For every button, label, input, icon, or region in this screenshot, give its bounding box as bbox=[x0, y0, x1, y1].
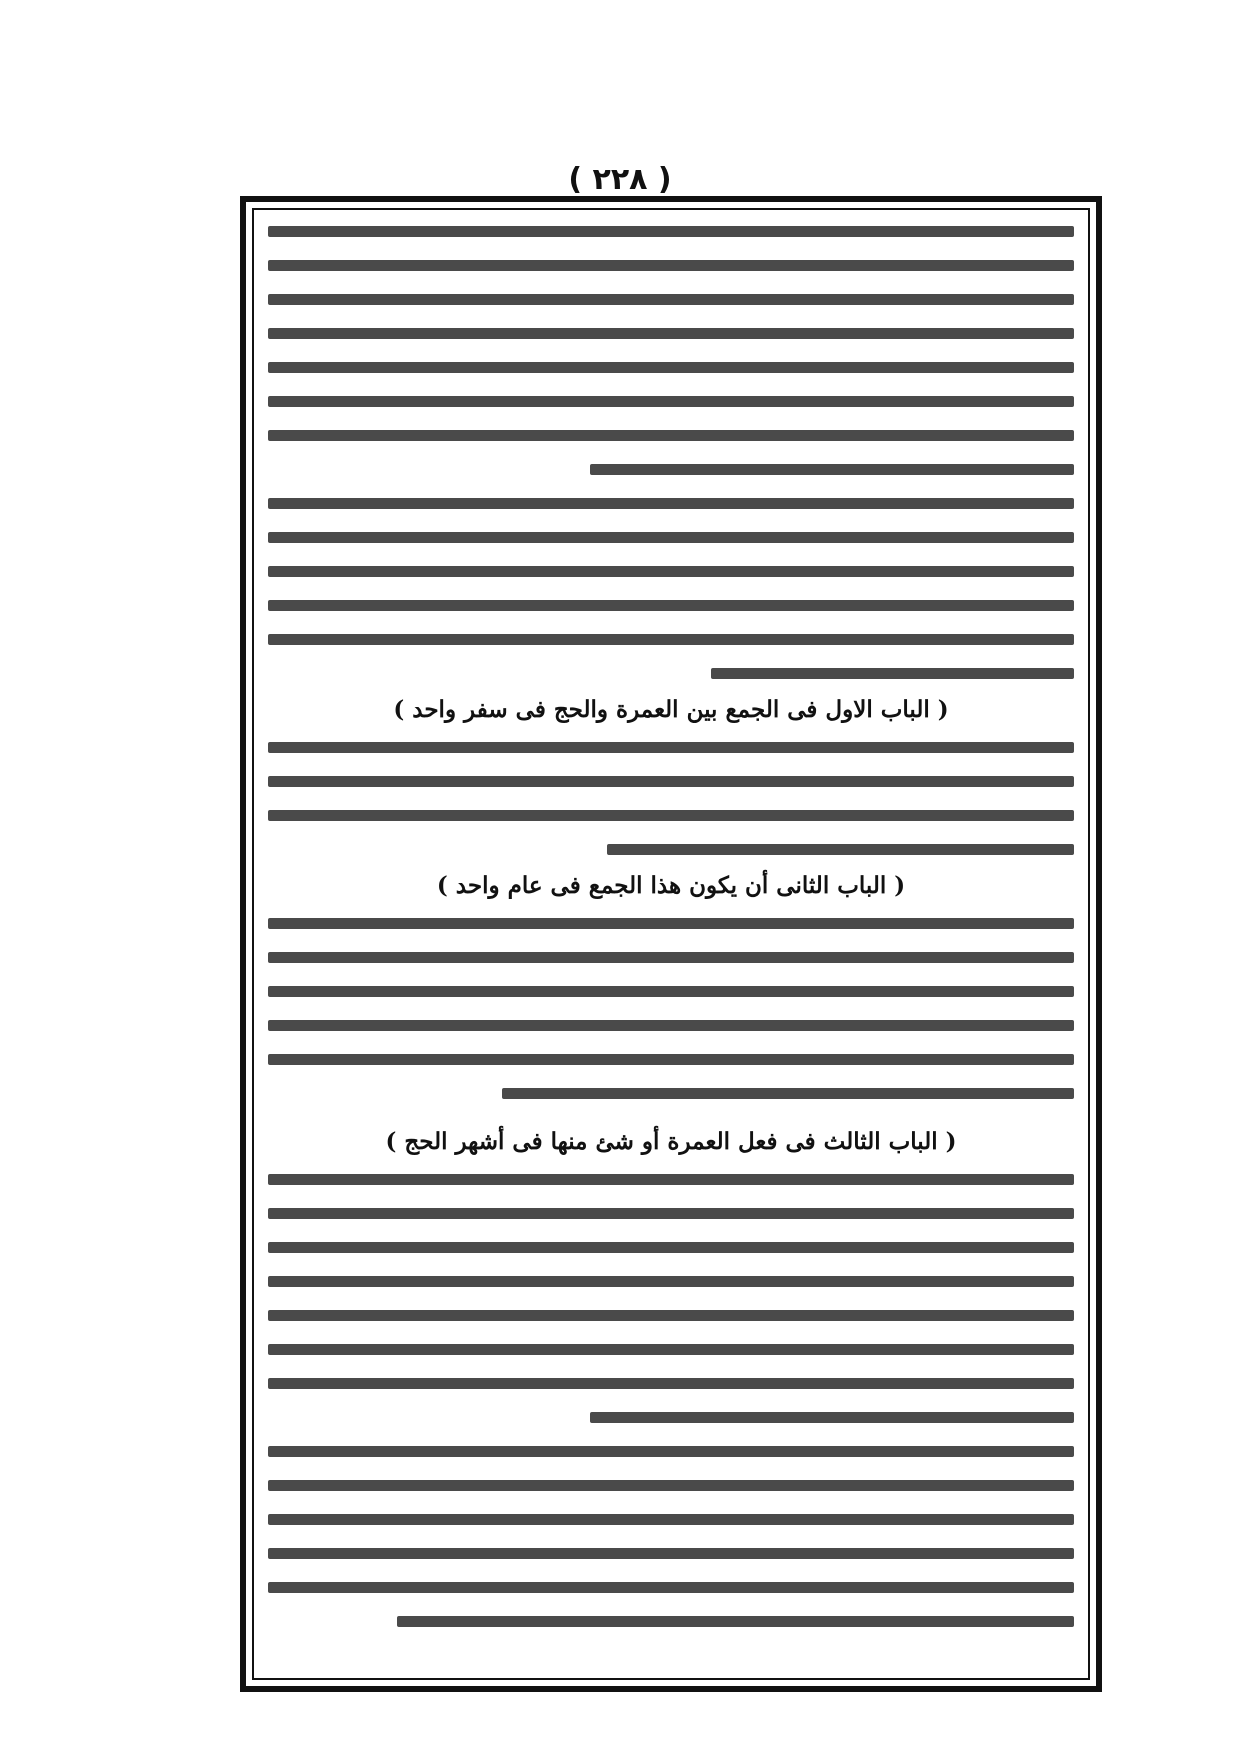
text-line bbox=[268, 1076, 1074, 1110]
text-line bbox=[268, 730, 1074, 764]
text-line bbox=[268, 588, 1074, 622]
text-line bbox=[268, 1196, 1074, 1230]
text-line bbox=[268, 1366, 1074, 1400]
text-line bbox=[268, 486, 1074, 520]
text-line bbox=[268, 1604, 1074, 1638]
text-line bbox=[268, 554, 1074, 588]
text-line bbox=[268, 316, 1074, 350]
text-line bbox=[268, 1230, 1074, 1264]
text-line bbox=[268, 974, 1074, 1008]
text-line bbox=[268, 1434, 1074, 1468]
text-line bbox=[268, 1162, 1074, 1196]
text-line bbox=[268, 1536, 1074, 1570]
text-line bbox=[268, 1468, 1074, 1502]
text-line bbox=[268, 906, 1074, 940]
text-line bbox=[268, 1264, 1074, 1298]
text-line bbox=[268, 622, 1074, 656]
text-line bbox=[268, 384, 1074, 418]
text-line bbox=[268, 1042, 1074, 1076]
text-line bbox=[268, 520, 1074, 554]
text-line bbox=[268, 1502, 1074, 1536]
text-line bbox=[268, 764, 1074, 798]
text-line bbox=[268, 656, 1074, 690]
text-line bbox=[268, 798, 1074, 832]
section-heading: ( الباب الاول فى الجمع بين العمرة والحج فى سفر واحد ) bbox=[393, 696, 949, 723]
text-line bbox=[268, 350, 1074, 384]
text-line bbox=[268, 1298, 1074, 1332]
paragraph-gap bbox=[268, 1110, 1074, 1122]
text-line bbox=[268, 940, 1074, 974]
body-text bbox=[268, 214, 1074, 1638]
text-line bbox=[268, 1332, 1074, 1366]
text-line bbox=[268, 418, 1074, 452]
page-number: ( ٢٢٨ ) bbox=[568, 162, 672, 197]
text-line bbox=[268, 214, 1074, 248]
text-line bbox=[268, 1008, 1074, 1042]
text-line bbox=[268, 1400, 1074, 1434]
text-line bbox=[268, 282, 1074, 316]
text-line bbox=[268, 452, 1074, 486]
text-line bbox=[268, 832, 1074, 866]
section-heading: ( الباب الثالث فى فعل العمرة أو شئ منها فى أشهر الحج ) bbox=[385, 1128, 957, 1155]
text-line bbox=[268, 1570, 1074, 1604]
text-line bbox=[268, 248, 1074, 282]
section-heading: ( الباب الثانى أن يكون هذا الجمع فى عام واحد ) bbox=[436, 872, 906, 899]
